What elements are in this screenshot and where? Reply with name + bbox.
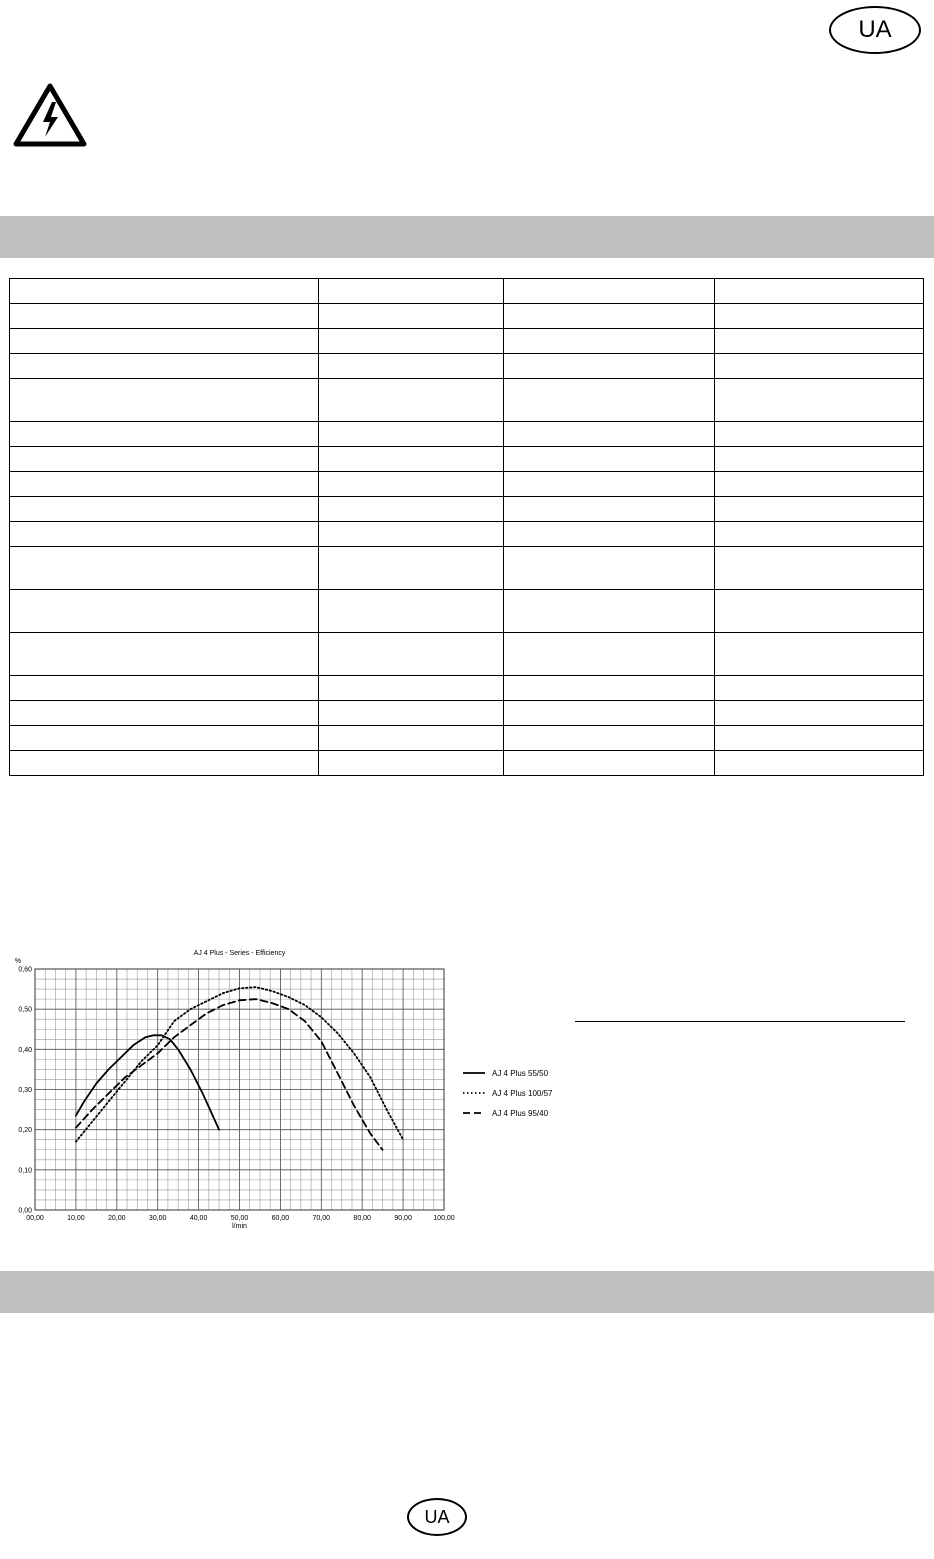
legend-label: AJ 4 Plus 100/57 (492, 1088, 553, 1098)
table-cell (715, 422, 924, 447)
table-cell (319, 633, 504, 676)
table-cell (319, 279, 504, 304)
table-row (10, 726, 924, 751)
underline-mark (205, 521, 223, 522)
table-cell (504, 676, 715, 701)
table-cell (715, 590, 924, 633)
table-row (10, 701, 924, 726)
table-cell (715, 701, 924, 726)
y-tick-label: 0,50 (18, 1006, 32, 1014)
table-cell (715, 354, 924, 379)
efficiency-chart (0, 940, 470, 1240)
table-cell (504, 701, 715, 726)
table-cell (10, 422, 319, 447)
table-cell (715, 676, 924, 701)
x-tick-label: 00,00 (26, 1215, 44, 1222)
table-cell (715, 279, 924, 304)
x-tick-label: 10,00 (67, 1215, 85, 1222)
table-cell (715, 497, 924, 522)
table-cell (504, 590, 715, 633)
table-row (10, 279, 924, 304)
table-cell (504, 354, 715, 379)
table-cell (10, 522, 319, 547)
table-row (10, 633, 924, 676)
table-row (10, 497, 924, 522)
table-cell (504, 547, 715, 590)
legend-item (462, 1083, 552, 1103)
table-cell (319, 522, 504, 547)
x-tick-label: 80,00 (353, 1215, 371, 1222)
table-cell (10, 379, 319, 422)
table-cell (504, 751, 715, 776)
table-cell (319, 379, 504, 422)
table-cell (504, 422, 715, 447)
table-cell (10, 751, 319, 776)
table-cell (504, 522, 715, 547)
table-cell (319, 751, 504, 776)
table-cell (10, 329, 319, 354)
chart-legend (462, 1063, 552, 1123)
x-tick-label: 60,00 (271, 1215, 290, 1222)
technical-data-table (9, 278, 924, 776)
table-cell (715, 751, 924, 776)
table-row (10, 329, 924, 354)
table-cell (10, 304, 319, 329)
table-cell (504, 447, 715, 472)
table-cell (319, 590, 504, 633)
table-cell (10, 279, 319, 304)
table-row (10, 447, 924, 472)
table-cell (10, 726, 319, 751)
legend-item (462, 1063, 552, 1083)
y-tick-label: 0,60 (18, 966, 32, 974)
table-cell (10, 447, 319, 472)
x-tick-label: 40,00 (189, 1215, 208, 1222)
x-tick-label: 100,00 (433, 1215, 455, 1222)
table-cell (715, 447, 924, 472)
y-tick-label: 0,40 (18, 1046, 32, 1054)
table-cell (319, 472, 504, 497)
table-row (10, 751, 924, 776)
table-cell (10, 701, 319, 726)
table-cell (504, 379, 715, 422)
language-badge-top: UA (829, 6, 921, 54)
table-row (10, 522, 924, 547)
table-cell (715, 726, 924, 751)
legend-swatch (462, 1090, 486, 1096)
section-header-band (0, 216, 934, 258)
table-cell (504, 304, 715, 329)
table-cell (715, 304, 924, 329)
language-badge-bottom: UA (407, 1498, 467, 1536)
x-tick-label: 90,00 (394, 1215, 412, 1222)
table-cell (319, 547, 504, 590)
table-row (10, 354, 924, 379)
table-cell (319, 497, 504, 522)
x-tick-label: 70,00 (312, 1215, 331, 1222)
x-tick-label: 20,00 (108, 1215, 126, 1222)
y-tick-label: 0,10 (18, 1167, 32, 1175)
table-row (10, 547, 924, 590)
table-cell (10, 472, 319, 497)
table-cell (715, 329, 924, 354)
table-cell (319, 701, 504, 726)
y-tick-label: 0,00 (18, 1207, 32, 1215)
table-cell (10, 354, 319, 379)
table-row (10, 379, 924, 422)
table-row (10, 304, 924, 329)
y-axis-label: % (14, 958, 22, 965)
table-row (10, 472, 924, 497)
table-cell (319, 329, 504, 354)
table-cell (10, 590, 319, 633)
table-cell (504, 633, 715, 676)
table-cell (319, 422, 504, 447)
high-voltage-warning-icon (12, 82, 88, 148)
table-cell (715, 379, 924, 422)
legend-swatch (462, 1110, 486, 1116)
legend-swatch (462, 1070, 486, 1076)
table-cell (319, 354, 504, 379)
table-cell (10, 676, 319, 701)
table-cell (504, 279, 715, 304)
table-cell (715, 472, 924, 497)
y-tick-label: 0,30 (18, 1087, 32, 1094)
legend-label: AJ 4 Plus 95/40 (492, 1108, 549, 1118)
table-cell (715, 547, 924, 590)
table-cell (10, 547, 319, 590)
table-cell (10, 497, 319, 522)
table-cell (715, 522, 924, 547)
table-row (10, 590, 924, 633)
table-cell (504, 497, 715, 522)
table-cell (319, 304, 504, 329)
y-tick-label: 0,20 (18, 1127, 32, 1135)
x-tick-label: 30,00 (148, 1215, 167, 1222)
signature-line (575, 1021, 905, 1022)
chart-title: AJ 4 Plus - Series - Efficiency (193, 950, 286, 957)
legend-label: AJ 4 Plus 55/50 (492, 1068, 549, 1078)
table-cell (10, 633, 319, 676)
x-tick-label: 50,00 (230, 1215, 249, 1222)
table-cell (319, 676, 504, 701)
legend-item (462, 1103, 552, 1123)
table-cell (504, 472, 715, 497)
table-row (10, 676, 924, 701)
table-cell (319, 447, 504, 472)
section-header-band-2 (0, 1271, 934, 1313)
table-row (10, 422, 924, 447)
table-cell (504, 329, 715, 354)
table-cell (504, 726, 715, 751)
x-axis-label: l/min (232, 1223, 247, 1230)
table-cell (715, 633, 924, 676)
table-cell (319, 726, 504, 751)
